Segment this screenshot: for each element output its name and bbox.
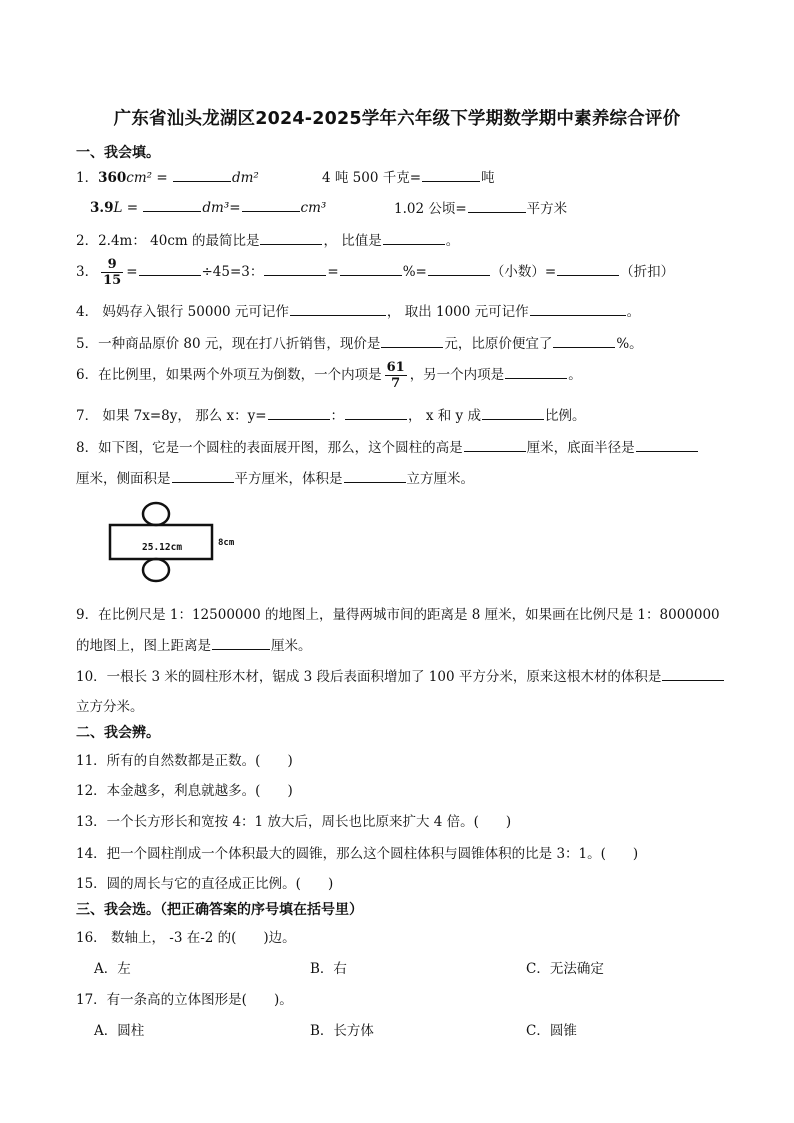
q4-blank2[interactable]	[530, 301, 626, 316]
page-title: 广东省汕头龙湖区2024-2025学年六年级下学期数学期中素养综合评价	[113, 109, 681, 129]
q1-c-unit2: dm³	[202, 200, 230, 216]
q3-t1: =	[126, 264, 138, 280]
q14: 14．把一个圆柱削成一个体积最大的圆锥，那么这个圆柱体积与圆锥体积的比是 3：1。( )	[76, 846, 639, 862]
q2-text: 2．2.4m： 40cm 的最简比是	[76, 233, 260, 249]
q3-t5: （小数）=	[490, 264, 557, 280]
q4	[76, 300, 640, 320]
q3-number: 3．	[76, 264, 99, 280]
q5-blank2[interactable]	[553, 333, 615, 348]
q5-blank1[interactable]	[381, 333, 443, 348]
q2-blank1[interactable]	[260, 230, 322, 245]
q8-blank4[interactable]	[344, 468, 406, 483]
cylinder-net-figure	[106, 500, 256, 584]
q7-mid: ：	[330, 408, 345, 424]
q4-mid: ， 取出 1000 元可记作	[386, 304, 529, 320]
q4-end: 。	[626, 304, 641, 320]
q3-blank5[interactable]	[557, 261, 619, 276]
q9-line2	[76, 634, 312, 654]
q6-frac-den: 7	[391, 376, 401, 391]
q1-line1a	[76, 166, 259, 186]
q2	[76, 229, 459, 249]
q1-c-blank1[interactable]	[143, 197, 201, 212]
q9-line2a-text: 的地图上，图上距离是	[76, 638, 211, 654]
q3	[76, 257, 674, 288]
q10-line1	[76, 665, 725, 685]
q10-blank[interactable]	[662, 666, 724, 681]
q2-blank2[interactable]	[383, 230, 445, 245]
q2-mid: ， 比值是	[323, 233, 382, 249]
q3-fraction	[101, 257, 123, 288]
q1-c-eq: =	[122, 200, 143, 216]
q5-end: %。	[616, 336, 643, 352]
q6-end: 。	[568, 367, 582, 383]
q17-option-b[interactable]: B．长方体	[310, 1023, 374, 1039]
q8-blank1[interactable]	[464, 437, 526, 452]
q9-blank[interactable]	[212, 635, 270, 650]
q7-mid2: ， x 和 y 成	[408, 408, 481, 424]
q17-option-a[interactable]: A．圆柱	[94, 1023, 145, 1039]
q8-line2b-text: 平方厘米，体积是	[234, 471, 343, 487]
q1-line1b	[322, 166, 495, 186]
q4-text: 4． 妈妈存入银行 50000 元可记作	[76, 304, 289, 320]
q1-d-blank[interactable]	[468, 198, 526, 213]
q1-number: 1．	[76, 170, 99, 186]
q5-mid: 元，比原价便宜了	[444, 336, 553, 352]
q9-line1: 9．在比例尺是 1：12500000 的地图上，量得两城市间的距离是 8 厘米，如果画在比例尺是 1：8000000	[76, 607, 720, 623]
q1-b-unit: 吨	[481, 170, 495, 186]
q1-line2a	[90, 197, 326, 216]
q3-t3: =	[327, 264, 339, 280]
q1-a-blank[interactable]	[173, 167, 231, 182]
q1-c-blank2[interactable]	[242, 197, 300, 212]
bottom-circle	[143, 559, 169, 581]
q10-line1-text: 10．一根长 3 米的圆柱形木材，锯成 3 段后表面积增加了 100 平方分米，原来这根木材的体积是	[76, 669, 662, 685]
q7	[76, 404, 585, 424]
q8-blank2[interactable]	[636, 437, 698, 452]
q1-b-blank[interactable]	[422, 167, 480, 182]
rect-length-label: 25.12cm	[142, 542, 183, 553]
q1-a-value: 360	[98, 170, 127, 186]
q3-blank3[interactable]	[340, 261, 402, 276]
q10-line2: 立方分米。	[76, 699, 144, 715]
q2-end: 。	[445, 233, 460, 249]
q8-line2c-text: 立方厘米。	[406, 471, 474, 487]
q6-fraction	[385, 360, 407, 391]
q16-option-b[interactable]: B．右	[310, 961, 347, 977]
q8-blank3[interactable]	[172, 468, 234, 483]
q3-blank4[interactable]	[428, 261, 490, 276]
q6-frac-num: 61	[386, 360, 405, 375]
q1-line2b	[394, 197, 567, 217]
section-2-heading: 二、我会辨。	[76, 725, 160, 741]
section-1-heading: 一、我会填。	[76, 145, 160, 161]
q3-frac-num: 9	[101, 257, 123, 273]
q12: 12．本金越多，利息就越多。( )	[76, 783, 293, 799]
q7-blank1[interactable]	[268, 405, 330, 420]
q8-line1b-text: 厘米，底面半径是	[526, 440, 635, 456]
q1-c-unit1: L	[113, 200, 123, 216]
q16-stem: 16． 数轴上， -3 在-2 的( )边。	[76, 930, 296, 946]
q16-option-c[interactable]: C．无法确定	[526, 961, 604, 977]
q3-blank2[interactable]	[264, 261, 326, 276]
rect-height-label: 8cm	[218, 538, 235, 548]
top-circle	[143, 503, 169, 525]
q16-option-a[interactable]: A．左	[94, 961, 131, 977]
q6-blank[interactable]	[505, 364, 567, 379]
q7-text: 7． 如果 7x=8y， 那么 x：y=	[76, 408, 267, 424]
q1-a-unit2: dm²	[231, 170, 259, 186]
q3-t6: （折扣）	[620, 264, 675, 280]
q1-c-unit3: cm³	[300, 200, 327, 216]
q1-a-eq: =	[152, 170, 172, 186]
q1-d-unit: 平方米	[526, 201, 568, 217]
q1-c-eq2: =	[229, 200, 241, 216]
q1-d-text: 1.02 公顷=	[394, 201, 467, 217]
q6	[76, 360, 582, 391]
q6-mid: ，另一个内项是	[409, 367, 505, 383]
q11: 11．所有的自然数都是正数。( )	[76, 753, 293, 769]
q8-line1	[76, 436, 699, 456]
q8-line2a-text: 厘米，侧面积是	[76, 471, 171, 487]
q5	[76, 332, 643, 352]
q7-blank2[interactable]	[345, 405, 407, 420]
q6-text: 6．在比例里，如果两个外项互为倒数，一个内项是	[76, 367, 382, 383]
section-3-heading: 三、我会选。（把正确答案的序号填在括号里）	[76, 902, 363, 918]
q3-t2: ÷45=3：	[201, 264, 264, 280]
q3-frac-den: 15	[103, 273, 122, 288]
q17-stem: 17．有一条高的立体图形是( )。	[76, 992, 293, 1008]
q1-b-text: 4 吨 500 千克=	[322, 170, 422, 186]
q3-blank1[interactable]	[139, 261, 201, 276]
q8-line2	[76, 467, 474, 487]
q17-option-c[interactable]: C．圆锥	[526, 1023, 577, 1039]
q1-a-unit1: cm²	[126, 170, 153, 186]
q1-c-value: 3.9	[90, 200, 114, 216]
q7-blank3[interactable]	[482, 405, 544, 420]
q5-text: 5．一种商品原价 80 元，现在打八折销售，现价是	[76, 336, 381, 352]
q7-end: 比例。	[544, 408, 586, 424]
q9-line2b-text: 厘米。	[271, 638, 312, 654]
q13: 13．一个长方形长和宽按 4：1 放大后，周长也比原来扩大 4 倍。( )	[76, 814, 512, 830]
q8-line1-text: 8．如下图，它是一个圆柱的表面展开图，那么，这个圆柱的高是	[76, 440, 463, 456]
q4-blank1[interactable]	[290, 301, 386, 316]
q3-t4: %=	[402, 264, 427, 280]
q15: 15．圆的周长与它的直径成正比例。( )	[76, 876, 334, 892]
